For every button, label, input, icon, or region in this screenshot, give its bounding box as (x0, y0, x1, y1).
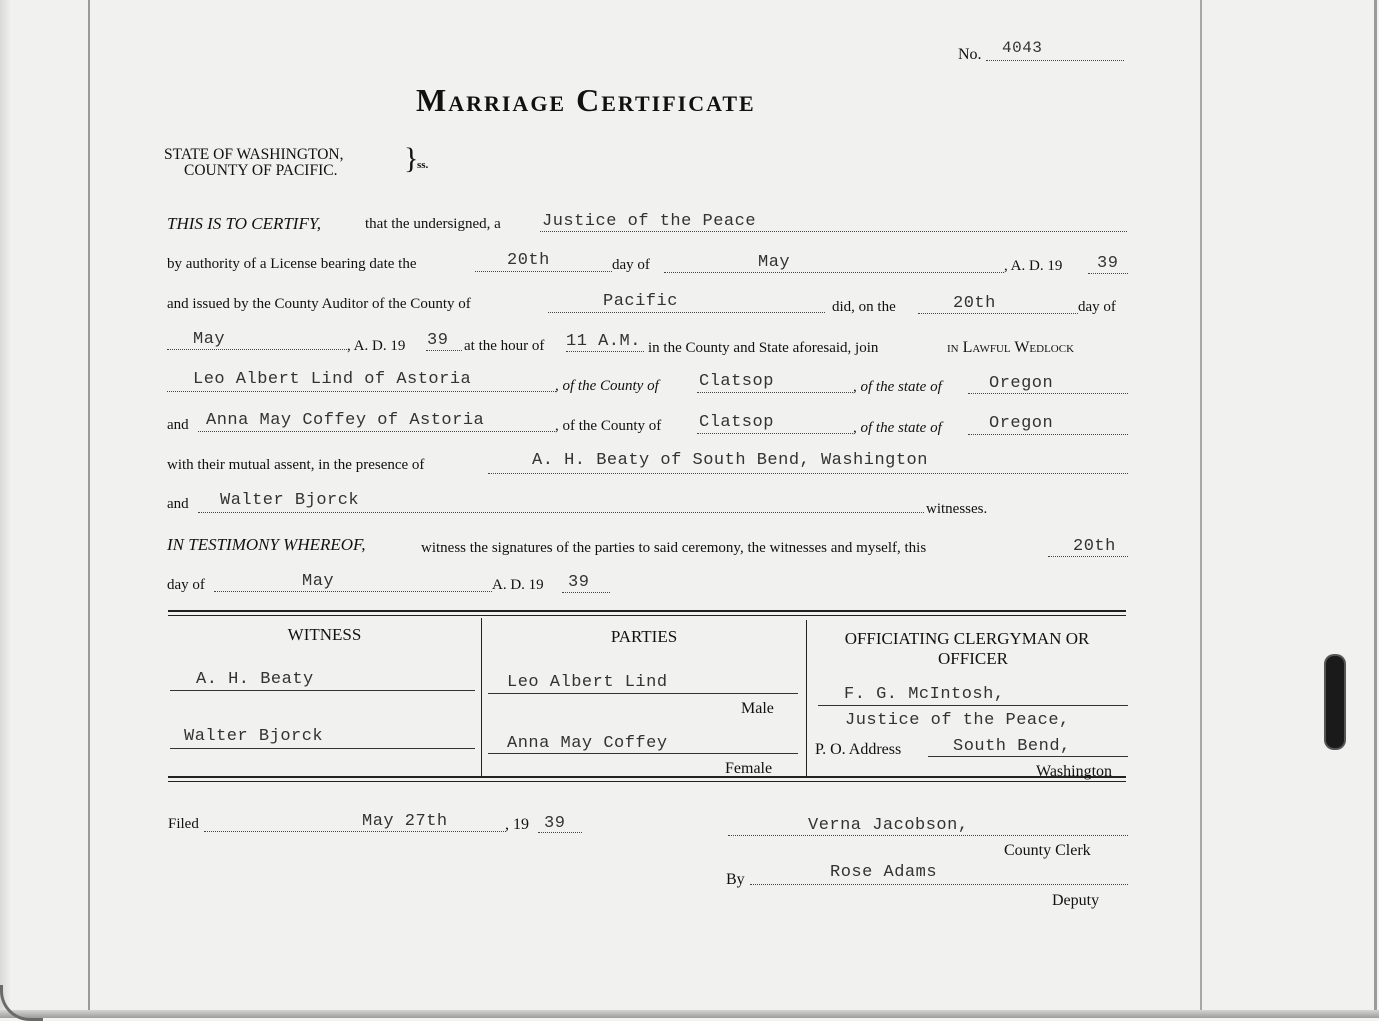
marriage-month: May (193, 330, 226, 349)
did-on-label: did, on the (832, 299, 896, 315)
license-month: May (758, 253, 791, 272)
table-witness2: Walter Bjorck (184, 727, 324, 746)
officiant-line (540, 231, 1127, 232)
witness2-full: Walter Bjorck (220, 491, 360, 510)
page-title: Marriage Certificate (416, 82, 756, 118)
license-day-line (475, 271, 612, 272)
page-border-far-right (1374, 0, 1377, 1018)
issued-label: and issued by the County Auditor of the County of (167, 296, 471, 312)
deputy-title: Deputy (1052, 892, 1100, 909)
table-bottom-rule-thin (168, 781, 1126, 782)
po-address-value: South Bend, (953, 737, 1071, 756)
col-officer-header-line1: OFFICIATING CLERGYMAN OR (844, 629, 1090, 648)
male-label: Male (741, 700, 774, 717)
bride-county-label: , of the County of (555, 418, 662, 434)
filed-year-line (538, 832, 582, 833)
officer-title: Justice of the Peace, (845, 711, 1070, 730)
testimony-month: May (302, 572, 335, 591)
license-dayof-label: day of (612, 257, 650, 273)
bride-and-label: and (167, 417, 189, 433)
marriage-hour-line (566, 351, 644, 352)
bride-line (198, 431, 555, 432)
testimony-label: witness the signatures of the parties to said ceremony, the witnesses and myself, this (421, 540, 927, 556)
clerk-title: County Clerk (1004, 842, 1091, 859)
license-month-line (664, 272, 1004, 273)
col-parties-header: PARTIES (610, 627, 678, 646)
certificate-number: 4043 (1002, 39, 1043, 57)
col-witness-header: WITNESS (287, 625, 362, 644)
filed-year: 39 (544, 814, 566, 833)
marriage-dayof-label: day of (1078, 299, 1116, 315)
groom-county-label: , of the County of (555, 378, 659, 394)
certify-heading: THIS IS TO CERTIFY, (167, 214, 321, 233)
testimony-year-line (562, 592, 610, 593)
groom-county-line (697, 392, 853, 393)
groom-state-line (968, 393, 1128, 394)
state-line: STATE OF WASHINGTON, (164, 146, 344, 163)
po-address-line (928, 756, 1128, 757)
table-witness1-line (170, 690, 475, 691)
marriage-year-line (426, 350, 462, 351)
witness2-line (198, 512, 924, 513)
witnesses-label: witnesses. (926, 501, 988, 517)
table-party-female: Anna May Coffey (507, 734, 668, 753)
table-top-rule (168, 610, 1126, 612)
clerk-line (728, 835, 1128, 836)
bride-name: Anna May Coffey of Astoria (206, 411, 485, 430)
issuing-county: Pacific (603, 292, 678, 311)
officer-name-line (818, 705, 1128, 706)
certificate-number-label: No. (958, 46, 982, 63)
marriage-hour: 11 A.M. (566, 332, 641, 351)
page-shadow-left (0, 0, 10, 1018)
po-state: Washington (1036, 763, 1113, 780)
certify-label: that the undersigned, a (365, 216, 501, 232)
license-year-line (1088, 273, 1128, 274)
bride-state-label: , of the state of (853, 420, 942, 436)
testimony-year: 39 (568, 573, 590, 592)
license-year: 39 (1097, 254, 1119, 273)
testimony-month-line (214, 591, 492, 592)
lawful-wedlock-label: in Lawful Wedlock (947, 339, 1075, 356)
issuing-county-line (548, 312, 825, 313)
bride-state: Oregon (989, 414, 1054, 433)
ss-label: ss. (417, 159, 429, 171)
table-bottom-rule (168, 776, 1126, 778)
by-label: By (726, 871, 745, 888)
table-witness1: A. H. Beaty (196, 670, 314, 689)
license-day: 20th (507, 251, 550, 270)
groom-state: Oregon (989, 374, 1054, 393)
county-line: COUNTY OF PACIFIC. (184, 162, 338, 179)
license-label: by authority of a License bearing date the (167, 256, 417, 272)
presence-label: with their mutual assent, in the presence of (167, 457, 425, 473)
page-border-right (1200, 0, 1202, 1018)
col-officer-header-line2: OFFICER (938, 649, 1008, 668)
bride-county: Clatsop (699, 413, 774, 432)
marriage-day-line (918, 313, 1078, 314)
filed-date-line (204, 831, 506, 832)
testimony-day-line (1048, 556, 1128, 557)
witness1-full: A. H. Beaty of South Bend, Washington (532, 451, 928, 470)
officiant-title: Justice of the Peace (542, 212, 757, 231)
witness2-and-label: and (167, 496, 189, 512)
number-line (986, 60, 1124, 61)
table-witness2-line (170, 748, 475, 749)
table-party-male: Leo Albert Lind (507, 673, 668, 692)
groom-county: Clatsop (699, 372, 774, 391)
filed-year-label: , 19 (505, 816, 529, 833)
deputy-name: Rose Adams (830, 863, 938, 882)
bride-county-line (697, 433, 853, 434)
groom-name: Leo Albert Lind of Astoria (193, 370, 472, 389)
witness1-line (488, 473, 1128, 474)
marriage-ad-label: , A. D. 19 (347, 338, 406, 354)
table-party-male-line (488, 693, 798, 694)
testimony-ad-label: A. D. 19 (492, 577, 544, 593)
po-address-label: P. O. Address (815, 741, 902, 758)
testimony-day: 20th (1073, 537, 1116, 556)
license-ad-label: , A. D. 19 (1004, 258, 1063, 274)
filed-date: May 27th (362, 812, 448, 831)
female-label: Female (725, 760, 773, 777)
groom-state-label: , of the state of (853, 379, 942, 395)
hour-label: at the hour of (464, 338, 545, 354)
marriage-year: 39 (427, 331, 449, 350)
groom-line (167, 391, 556, 392)
clerk-name: Verna Jacobson, (808, 816, 969, 835)
filed-label: Filed (168, 816, 199, 832)
brace-glyph: } (404, 142, 419, 175)
bride-state-line (968, 434, 1128, 435)
table-party-female-line (488, 753, 798, 754)
testimony-dayof-label: day of (167, 577, 205, 593)
page-border-left (88, 0, 90, 1018)
testimony-heading: IN TESTIMONY WHEREOF, (167, 535, 366, 554)
page-bottom-edge (0, 1010, 1379, 1018)
officer-name: F. G. McIntosh, (844, 685, 1005, 704)
join-label: in the County and State aforesaid, join (648, 340, 879, 356)
deputy-line (750, 884, 1128, 885)
binder-ring-icon (1326, 656, 1344, 748)
marriage-month-line (167, 349, 347, 350)
table-top-rule-thin (168, 615, 1126, 616)
marriage-day: 20th (953, 294, 996, 313)
